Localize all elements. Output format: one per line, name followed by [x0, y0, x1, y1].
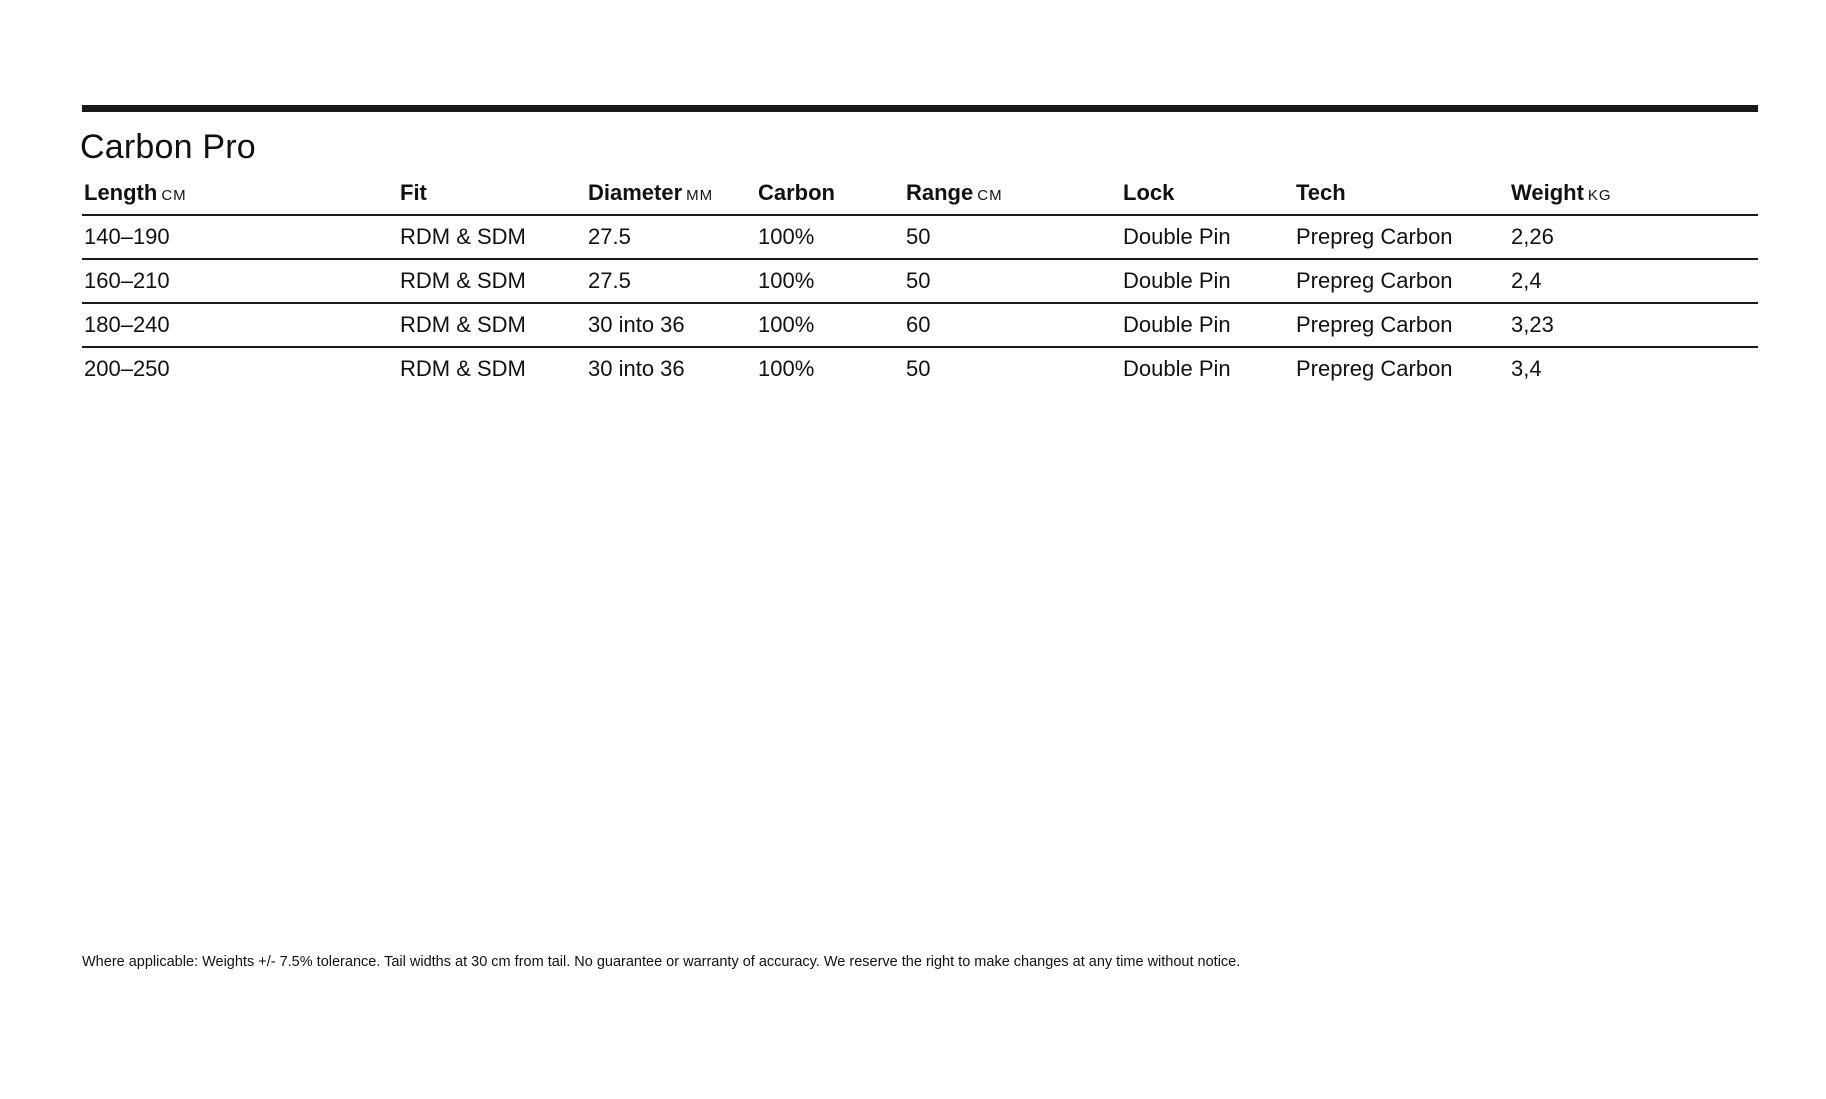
col-header-fit [398, 172, 586, 215]
cell-length: 140–190 [82, 215, 398, 259]
cell-range: 50 [904, 215, 1121, 259]
cell-weight: 3,4 [1511, 356, 1542, 381]
col-header-label: Weight [1511, 180, 1584, 205]
cell-fit: RDM & SDM [398, 259, 586, 303]
cell-carbon: 100% [756, 303, 904, 347]
cell-fit: RDM & SDM [398, 215, 586, 259]
col-header-label: Tech [1296, 180, 1346, 205]
col-header-label: Diameter [588, 180, 683, 205]
col-header-lock [1121, 172, 1294, 215]
table-row [82, 215, 1758, 259]
cell-carbon: 100% [756, 215, 904, 259]
col-header-carbon [756, 172, 904, 215]
cell-tech: Prepreg Carbon [1296, 356, 1453, 381]
cell-weight: 2,26 [1509, 215, 1758, 259]
col-header-label: Fit [400, 180, 427, 205]
cell-diameter: 27.5 [586, 215, 756, 259]
cell-lock: Double Pin [1121, 215, 1294, 259]
col-header-unit: CM [161, 187, 187, 204]
cell-fit: RDM & SDM [398, 303, 586, 347]
cell-diameter: 30 into 36 [586, 303, 756, 347]
cell-length: 180–240 [82, 303, 398, 347]
cell-weight: 3,23 [1509, 303, 1758, 347]
table-row [82, 259, 1758, 303]
cell-lock: Double Pin [1121, 303, 1294, 347]
col-header-label: Length [84, 180, 158, 205]
cell-diameter: 27.5 [586, 259, 756, 303]
top-rule [82, 105, 1758, 112]
cell-range: 60 [904, 303, 1121, 347]
cell-carbon: 100% [758, 356, 815, 381]
spec-table [82, 172, 1758, 390]
cell-diameter: 30 into 36 [588, 356, 685, 381]
header-row [82, 172, 1758, 215]
col-header-unit: CM [977, 187, 1003, 204]
table-row [82, 303, 1758, 347]
cell-range: 50 [906, 356, 931, 381]
col-header-weight [1509, 172, 1758, 215]
spec-block [82, 105, 1758, 390]
cell-tech: Prepreg Carbon [1294, 303, 1509, 347]
footnote: Where applicable: Weights +/- 7.5% tolerance. Tail widths at 30 cm from tail. No guarantee or warranty of accuracy. We reserve the right to make changes at any time without notice. [82, 954, 1241, 970]
col-header-length [82, 172, 398, 215]
cell-range: 50 [904, 259, 1121, 303]
col-header-diameter [586, 172, 756, 215]
cell-tech: Prepreg Carbon [1294, 215, 1509, 259]
product-title: Carbon Pro [80, 128, 256, 166]
cell-fit: RDM & SDM [400, 356, 526, 381]
col-header-label: Range [906, 180, 974, 205]
cell-carbon: 100% [756, 259, 904, 303]
cell-lock: Double Pin [1123, 356, 1231, 381]
cell-lock: Double Pin [1121, 259, 1294, 303]
cell-length: 200–250 [84, 356, 170, 381]
col-header-range [904, 172, 1121, 215]
cell-tech: Prepreg Carbon [1294, 259, 1509, 303]
table-row [82, 347, 1758, 390]
col-header-tech [1294, 172, 1509, 215]
col-header-label: Carbon [758, 180, 835, 205]
col-header-label: Lock [1123, 180, 1175, 205]
col-header-unit: MM [686, 187, 714, 204]
cell-weight: 2,4 [1509, 259, 1758, 303]
cell-length: 160–210 [82, 259, 398, 303]
col-header-unit: KG [1587, 187, 1612, 204]
